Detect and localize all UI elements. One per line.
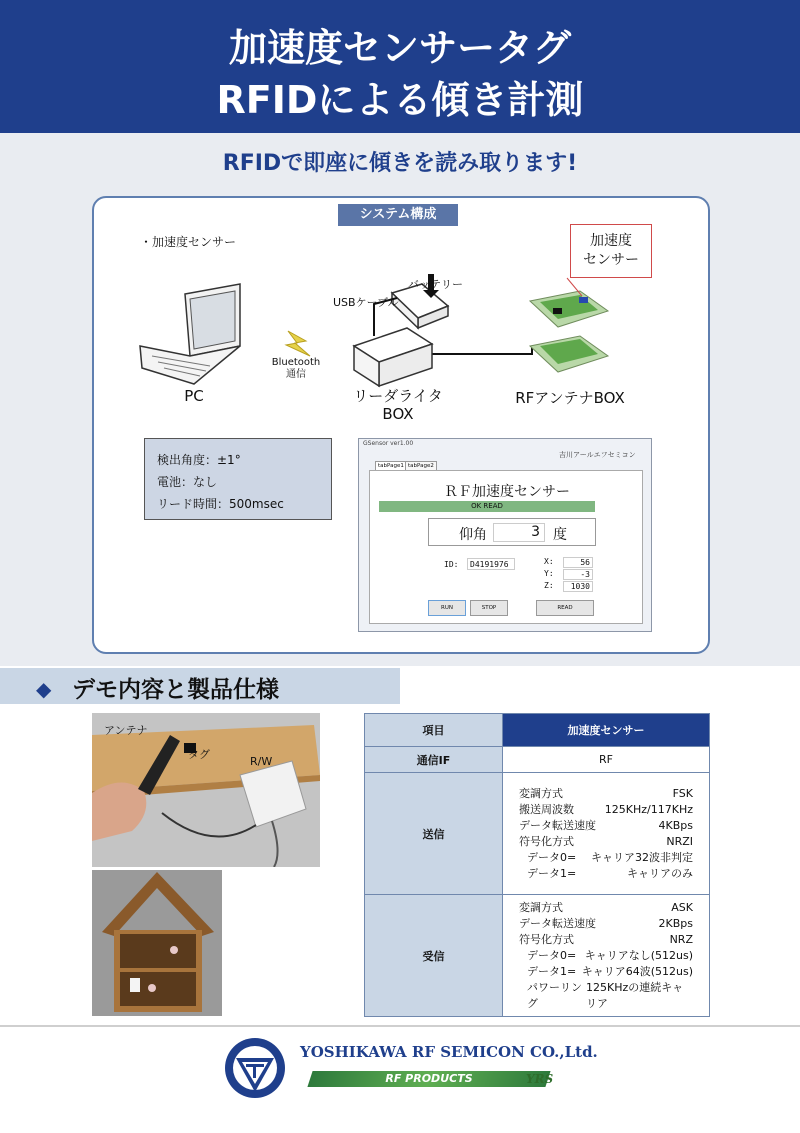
window-title: GSensor ver1.00 bbox=[363, 440, 414, 447]
tx-row: データ1= キャリアのみ bbox=[527, 866, 693, 880]
spec-read-time: リード時間：500msec bbox=[157, 497, 284, 511]
tab-panel bbox=[369, 470, 643, 624]
run-button[interactable]: RUN bbox=[428, 600, 466, 616]
bluetooth-line-2: 通信 bbox=[286, 369, 306, 380]
section2-heading bbox=[0, 668, 400, 704]
reader-caption-line-2: BOX bbox=[382, 405, 414, 423]
row-label-tx: 送信 bbox=[365, 773, 503, 895]
angle-display bbox=[428, 518, 596, 546]
reader-caption-line-1: リーダライタ bbox=[353, 387, 443, 405]
z-label: Z: bbox=[544, 581, 554, 590]
row-value-tx bbox=[503, 773, 710, 895]
angle-unit: 度 bbox=[553, 527, 567, 543]
app-heading: ＲＦ加速度センサー bbox=[444, 484, 570, 500]
rx-row: 変調方式 ASK bbox=[519, 900, 693, 914]
subtitle: RFIDで即座に傾きを読み取ります! bbox=[222, 151, 578, 176]
table-header-item: 項目 bbox=[365, 714, 503, 747]
x-value: 56 bbox=[563, 557, 593, 568]
spec-angle: 検出角度：±1° bbox=[157, 453, 241, 467]
rf-products-text: RF PRODUCTS bbox=[385, 1072, 473, 1085]
y-label: Y: bbox=[544, 569, 554, 578]
tx-row: 搬送周波数 125KHz/117KHz bbox=[519, 802, 693, 816]
sensor-label: ・加速度センサー bbox=[140, 235, 237, 249]
title-line-2: RFIDによる傾き計測 bbox=[216, 78, 584, 122]
tab-page1[interactable]: tabPage1 bbox=[375, 461, 407, 471]
photo-label-antenna: アンテナ bbox=[104, 724, 148, 737]
rf-products-banner bbox=[307, 1071, 550, 1087]
id-value: D4191976 bbox=[467, 558, 515, 570]
reader-box-icon bbox=[354, 328, 432, 386]
stop-button[interactable]: STOP bbox=[470, 600, 508, 616]
x-label: X: bbox=[544, 557, 554, 566]
diamond-icon: ◆ bbox=[36, 677, 52, 701]
rx-row: データ転送速度 2KBps bbox=[519, 916, 693, 930]
rx-row: データ0= キャリアなし(512us) bbox=[527, 948, 693, 962]
company-logo-icon bbox=[222, 1036, 288, 1100]
pc-caption: PC bbox=[184, 387, 204, 405]
read-button[interactable]: READ bbox=[536, 600, 594, 616]
title-line-1: 加速度センサータグ bbox=[228, 26, 571, 70]
usb-cable-label: USBケーブル bbox=[333, 296, 399, 309]
row-value-rx bbox=[503, 895, 710, 1017]
house-photo-drawing bbox=[92, 870, 222, 1016]
photo-label-rw: R/W bbox=[250, 755, 273, 768]
y-value: -3 bbox=[563, 569, 593, 580]
tab-page2[interactable]: tabPage2 bbox=[405, 461, 437, 471]
spec-table bbox=[364, 713, 710, 1017]
angle-label: 仰角 bbox=[459, 527, 487, 543]
antenna-box-icon bbox=[530, 291, 608, 372]
bluetooth-label bbox=[266, 357, 326, 381]
yrs-logo-mark: YRS bbox=[526, 1072, 554, 1086]
tx-row: データ0= キャリア32波非判定 bbox=[527, 850, 693, 864]
window-company: 吉川アールエフセミコン bbox=[559, 451, 636, 459]
house-photo bbox=[92, 870, 222, 1016]
app-window bbox=[358, 438, 652, 632]
footer-divider bbox=[0, 1025, 800, 1027]
callout-line-1: 加速度 bbox=[590, 233, 632, 249]
bluetooth-line-1: Bluetooth bbox=[271, 357, 321, 368]
reader-caption bbox=[348, 387, 448, 423]
callout-line-2: センサー bbox=[583, 252, 639, 268]
spec-battery: 電池：なし bbox=[157, 475, 218, 489]
row-label-rx: 受信 bbox=[365, 895, 503, 1017]
rx-row: データ1= キャリア64波(512us) bbox=[527, 964, 693, 978]
battery-label: バッテリー bbox=[408, 278, 463, 291]
section2-title: デモ内容と製品仕様 bbox=[72, 677, 279, 703]
status-bar: OK READ bbox=[379, 501, 595, 512]
rx-row: 符号化方式 NRZ bbox=[519, 932, 693, 946]
bluetooth-bolt-icon bbox=[286, 331, 310, 356]
system-tab-label: システム構成 bbox=[338, 204, 458, 226]
sensor-callout bbox=[570, 224, 652, 278]
z-value: 1030 bbox=[563, 581, 593, 592]
table-header-product: 加速度センサー bbox=[503, 714, 710, 747]
company-name: YOSHIKAWA RF SEMICON CO.,Ltd. bbox=[300, 1043, 598, 1061]
angle-value: 3 bbox=[493, 523, 545, 542]
tx-row: 符号化方式 NRZI bbox=[519, 834, 693, 848]
antenna-caption: RFアンテナBOX bbox=[515, 389, 625, 407]
id-label: ID: bbox=[444, 560, 459, 569]
photo-label-tag: タグ bbox=[188, 748, 210, 761]
spec-summary-box bbox=[144, 438, 332, 520]
row-label-comm-if: 通信IF bbox=[365, 747, 503, 773]
tx-row: データ転送速度 4KBps bbox=[519, 818, 693, 832]
tx-row: 変調方式 FSK bbox=[519, 786, 693, 800]
rx-row: パワーリング 125KHzの連続キャリア bbox=[527, 980, 684, 1010]
header-banner bbox=[0, 0, 800, 133]
row-value-comm-if: RF bbox=[503, 747, 710, 773]
laptop-icon bbox=[140, 284, 240, 384]
